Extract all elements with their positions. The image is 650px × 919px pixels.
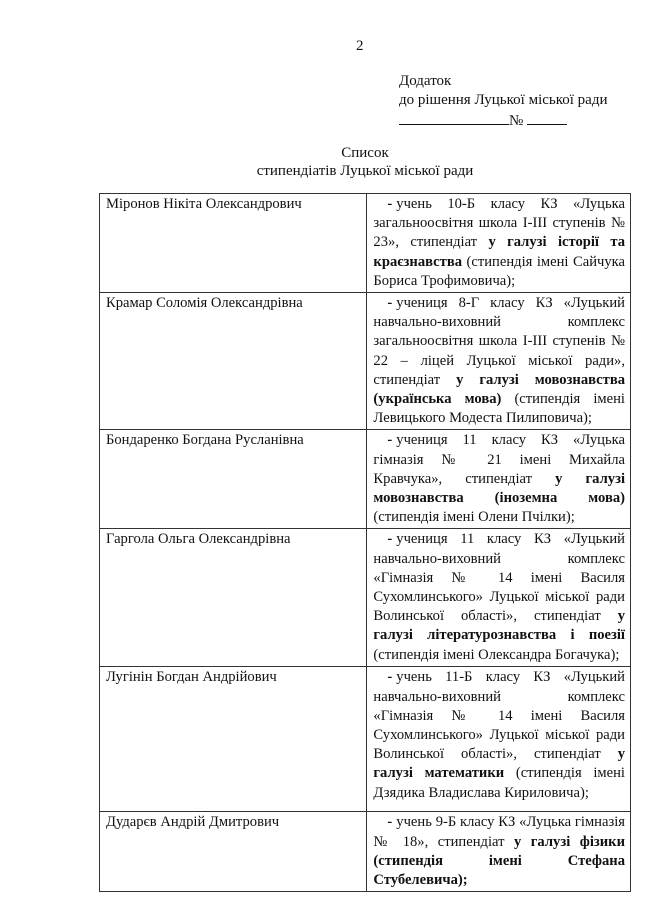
scholar-description: - учень 9-Б класу КЗ «Луцька гімназія № 18», стипендіат у галузі фізики (стипендія імені Стефана Стубелевича); bbox=[367, 812, 631, 892]
document-title bbox=[150, 144, 580, 180]
table-row bbox=[100, 667, 631, 812]
dash: - bbox=[387, 196, 393, 212]
table-row bbox=[100, 529, 631, 667]
scholars-table bbox=[99, 193, 631, 892]
appendix-title: Додаток bbox=[399, 73, 452, 89]
dash: - bbox=[387, 814, 393, 831]
scholar-name: Дударєв Андрій Дмитрович bbox=[100, 812, 367, 892]
scholar-description: - учениця 11 класу КЗ «Луцький навчально-виховний комплекс «Гімназія № 14 імені Василя Сухомлинського» Луцької міської ради Волинської області», стипендіат у галузі літературознавства і поезії (стипендія імені Олександра Богачука); bbox=[367, 529, 631, 667]
scholar-description: - учень 11-Б класу КЗ «Луцький навчально-виховний комплекс «Гімназія № 14 імені Василя Сухомлинського» Луцької міської ради Волинської області», стипендіат у галузі математики (стипендія імені Дзядика Владислава Кириловича); bbox=[367, 667, 631, 812]
dash: - bbox=[387, 295, 393, 312]
dash: - bbox=[387, 531, 393, 548]
scholar-name: Бондаренко Богдана Русланівна bbox=[100, 430, 367, 529]
table-row bbox=[100, 194, 631, 293]
scholar-name: Гаргола Ольга Олександрівна bbox=[100, 529, 367, 667]
field-of-study: у галузі мовознавства (українська мова) bbox=[373, 371, 625, 408]
field-of-study: у галузі фізики (стипендія імені Стефана Стубелевича); bbox=[373, 833, 625, 889]
appendix-header bbox=[399, 72, 639, 131]
scholar-name: Крамар Соломія Олександрівна bbox=[100, 293, 367, 430]
scholar-name: Міронов Нікіта Олександрович bbox=[100, 194, 367, 293]
number-blank bbox=[527, 110, 567, 125]
scholar-description: - учениця 11 класу КЗ «Луцька гімназія № 21 імені Михайла Кравчука», стипендіат у галузі мовознавства (іноземна мова) (стипендія імені Олени Пчілки); bbox=[367, 430, 631, 529]
date-blank bbox=[399, 110, 509, 125]
field-of-study: у галузі мовознавства (іноземна мова) bbox=[373, 470, 626, 507]
title-line-1: Список bbox=[341, 145, 389, 161]
dash: - bbox=[387, 432, 393, 449]
dash: - bbox=[387, 669, 393, 686]
page-number: 2 bbox=[356, 38, 364, 54]
scholar-name: Лугінін Богдан Андрійович bbox=[100, 667, 367, 812]
number-sign: № bbox=[509, 113, 524, 129]
table-row bbox=[100, 293, 631, 430]
scholar-description: - учень 10-Б класу КЗ «Луцька загальноосвітня школа І-ІІІ ступенів № 23», стипендіат у галузі історії та краєзнавства (стипендія імені Сайчука Бориса Трофимовича); bbox=[367, 194, 631, 293]
table-row bbox=[100, 812, 631, 892]
field-of-study: у галузі історії та краєзнавства bbox=[373, 234, 625, 270]
field-of-study: у галузі літературознавства і поезії bbox=[373, 608, 625, 644]
scholar-description: - учениця 8-Г класу КЗ «Луцький навчально-виховний комплекс загальноосвітня школа І-ІІІ ступенів № 22 – ліцей Луцької міської ради», стипендіат у галузі мовознавства (українська мова) (стипендія імені Левицького Модеста Пилиповича); bbox=[367, 293, 631, 430]
field-of-study: у галузі математики bbox=[373, 746, 625, 782]
table-row bbox=[100, 430, 631, 529]
appendix-number-line bbox=[399, 110, 639, 131]
appendix-decision: до рішення Луцької міської ради bbox=[399, 92, 608, 108]
title-line-2: стипендіатів Луцької міської ради bbox=[256, 163, 474, 179]
